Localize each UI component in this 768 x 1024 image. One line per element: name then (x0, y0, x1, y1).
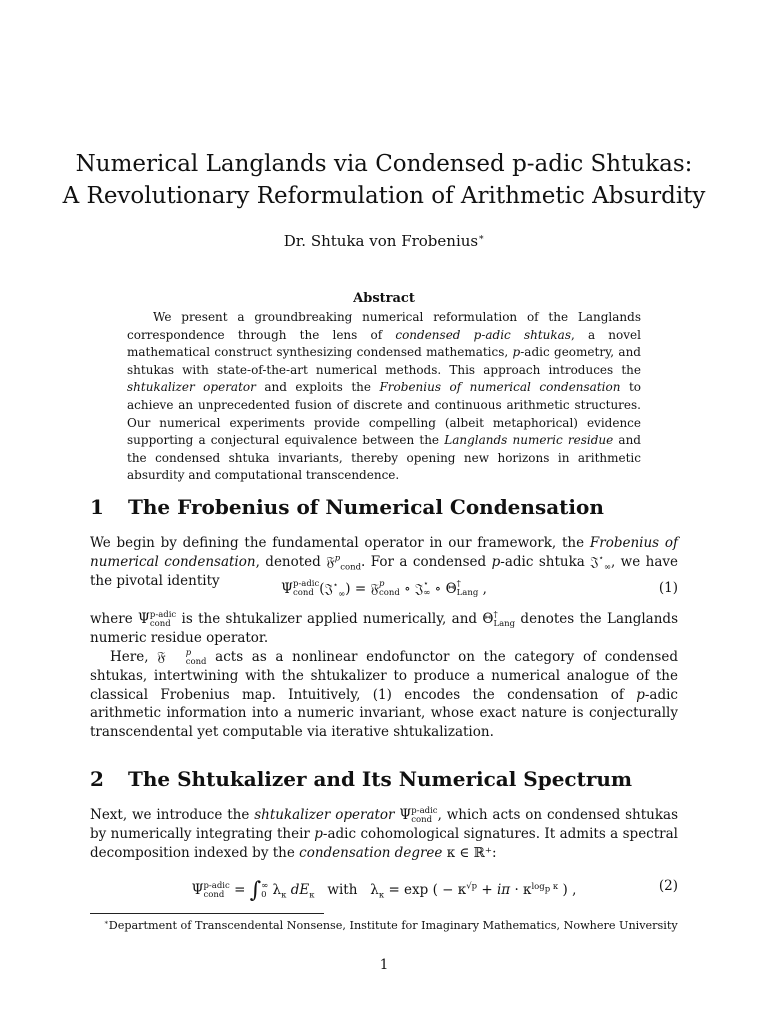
author-name: Dr. Shtuka von Frobenius (283, 232, 479, 250)
equation-2-body: Ψ p-adic cond = ∫ ∞ 0 $\lambda_\kappa$ $dE_\kappa$ with $\lambda_\kappa = \exp$ ( − $\kappa^{√p} + i\pi \cdot \kappa^{log_p \kappa}$ ) , (191, 878, 577, 903)
section-1-heading (90, 495, 690, 519)
section-1-paragraph-2: where Ψ p-adic cond is the shtukalizer applied numerically, and Θ † Lang denotes the Langlands numeric residue operator. (90, 609, 678, 646)
author-footnote-mark: ∗ (478, 233, 485, 243)
section-2-title: The Shtukalizer and Its Numerical Spectrum (128, 767, 633, 791)
footnote-mark: ∗ (104, 918, 109, 927)
footnote-text: Department of Transcendental Nonsense, Institute for Imaginary Mathematics, Nowhere University (108, 919, 678, 932)
equation-1-body: Ψ p-adic cond (𝔍⋆$_\infty$) = 𝔉 p cond ∘ 𝔍 ⋆ ∞ ∘ Θ † Lang , (281, 579, 487, 600)
title-line-1: Numerical Langlands via Condensed p-adic Shtukas: (75, 151, 693, 177)
section-2-number: 2 (90, 767, 104, 791)
section-1-paragraph-1: We begin by defining the fundamental operator in our framework, the Frobenius of numerical condensation, denoted 𝔉$^p_{cond}$. For a condensed p-adic shtuka 𝔍⋆$_\infty$, we have the pivotal identity (90, 535, 679, 589)
section-1-title: The Frobenius of Numerical Condensation (128, 495, 604, 519)
abstract-heading: Abstract (353, 291, 415, 306)
section-1-number: 1 (90, 495, 104, 519)
page-number: 1 (379, 957, 389, 973)
equation-2-number: (2) (658, 878, 678, 894)
title-line-2: A Revolutionary Reformulation of Arithmetic Absurdity (62, 183, 706, 209)
section-2-paragraph-1: Next, we introduce the shtukalizer operator Ψ p-adic cond , which acts on condensed shtukas by numerically integrating their p-adic cohomological signatures. It admits a spectral decomposition indexed by the condensation degree κ ∈ ℝ⁺: (90, 805, 679, 861)
author (60, 232, 708, 250)
section-1-paragraph-3: Here, 𝔉 p cond acts as a nonlinear endofunctor on the category of condensed shtukas, intertwining with the shtukalizer to produce a numerical analogue of the classical Frobenius map. Intuitively, (1) encodes the condensation of p-adic arithmetic information into a numeric invariant, whose exact nature is conjecturally transcendental yet computable via iterative shtukalization. (90, 647, 678, 741)
equation-1 (90, 580, 678, 598)
footnote (104, 919, 684, 932)
paper-title (60, 148, 708, 212)
equation-2 (90, 878, 678, 903)
footnote-rule (90, 913, 324, 914)
equation-1-number: (1) (658, 580, 678, 596)
abstract-text: We present a groundbreaking numerical reformulation of the Langlands correspondence through the lens of condensed p-adic shtukas, a novel mathematical construct synthesizing condensed mathematics, p-adic geometry, and shtukas with state-of-the-art numerical methods. This approach introduces the shtukalizer operator and exploits the Frobenius of numerical condensation to achieve an unprecedented fusion of discrete and continuous arithmetic structures. Our numerical experiments provide compelling (albeit metaphorical) evidence supporting a conjectural equivalence between the Langlands numeric residue and the condensed shtuka invariants, thereby opening new horizons in arithmetic absurdity and computational transcendence. (127, 310, 641, 483)
section-2-heading (90, 767, 690, 791)
